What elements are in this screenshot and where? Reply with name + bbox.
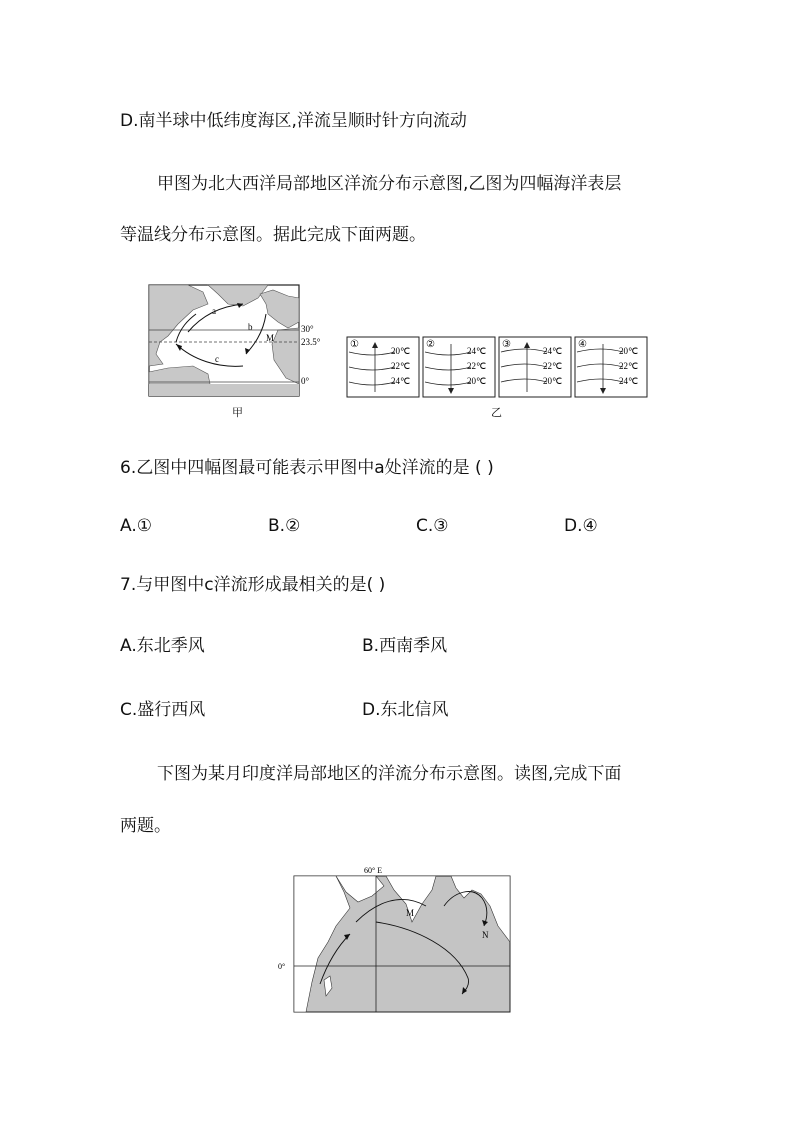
label-c: c bbox=[215, 354, 219, 364]
isotherm-panel-4 bbox=[575, 337, 647, 397]
temperature-label: 20℃ bbox=[467, 376, 487, 386]
label-M: M bbox=[406, 908, 415, 918]
panel-number: ① bbox=[350, 339, 359, 350]
panel-number: ④ bbox=[578, 339, 587, 350]
intro-paragraph-1-line2: 等温线分布示意图。据此完成下面两题。 bbox=[120, 225, 426, 245]
panel-number: ③ bbox=[502, 339, 511, 350]
label-lat23: 23.5° bbox=[301, 337, 321, 347]
label-M: M bbox=[266, 333, 275, 343]
temperature-label: 22℃ bbox=[619, 361, 639, 371]
temperature-label: 22℃ bbox=[391, 361, 411, 371]
question-6-stem: 6.乙图中四幅图最可能表示甲图中a处洋流的是 ( ) bbox=[120, 458, 494, 478]
temperature-label: 24℃ bbox=[543, 346, 563, 356]
label-60e: 60° E bbox=[364, 866, 383, 875]
figure-yi-isotherm-panels bbox=[346, 336, 648, 398]
q6-option-a[interactable]: A.① bbox=[120, 516, 152, 536]
label-a: a bbox=[212, 306, 216, 316]
temperature-label: 24℃ bbox=[619, 376, 639, 386]
q7-option-c[interactable]: C.盛行西风 bbox=[120, 700, 206, 720]
caption-jia: 甲 bbox=[232, 406, 243, 419]
q7-option-b[interactable]: B.西南季风 bbox=[362, 636, 448, 656]
isotherm-panel-1 bbox=[347, 337, 419, 397]
label-N: N bbox=[482, 930, 489, 940]
intro-paragraph-1-line1: 甲图为北大西洋局部地区洋流分布示意图,乙图为四幅海洋表层 bbox=[157, 174, 622, 194]
question-7-stem: 7.与甲图中c洋流形成最相关的是( ) bbox=[120, 575, 386, 595]
temperature-label: 24℃ bbox=[391, 376, 411, 386]
temperature-label: 24℃ bbox=[467, 346, 487, 356]
q7-option-d[interactable]: D.东北信风 bbox=[362, 700, 449, 720]
q7-option-a[interactable]: A.东北季风 bbox=[120, 636, 205, 656]
label-lat0: 0° bbox=[301, 376, 310, 386]
label-b: b bbox=[248, 322, 253, 332]
q6-option-d[interactable]: D.④ bbox=[564, 516, 598, 536]
temperature-label: 20℃ bbox=[391, 346, 411, 356]
isotherm-panel-2 bbox=[423, 337, 495, 397]
temperature-label: 20℃ bbox=[543, 376, 563, 386]
isotherm-panel-3 bbox=[499, 337, 571, 397]
figure-indian-ocean-map bbox=[276, 862, 516, 1014]
q6-option-b[interactable]: B.② bbox=[268, 516, 301, 536]
figure-jia-atlantic-map bbox=[148, 284, 338, 402]
temperature-label: 22℃ bbox=[543, 361, 563, 371]
intro-paragraph-2-line2: 两题。 bbox=[120, 816, 171, 836]
label-equator: 0° bbox=[278, 962, 286, 971]
option-d-previous: D.南半球中低纬度海区,洋流呈顺时针方向流动 bbox=[120, 111, 467, 131]
label-lat30: 30° bbox=[301, 324, 314, 334]
intro-paragraph-2-line1: 下图为某月印度洋局部地区的洋流分布示意图。读图,完成下面 bbox=[157, 764, 622, 784]
q6-option-c[interactable]: C.③ bbox=[416, 516, 449, 536]
temperature-label: 22℃ bbox=[467, 361, 487, 371]
panel-number: ② bbox=[426, 339, 435, 350]
caption-yi: 乙 bbox=[491, 406, 502, 419]
temperature-label: 20℃ bbox=[619, 346, 639, 356]
